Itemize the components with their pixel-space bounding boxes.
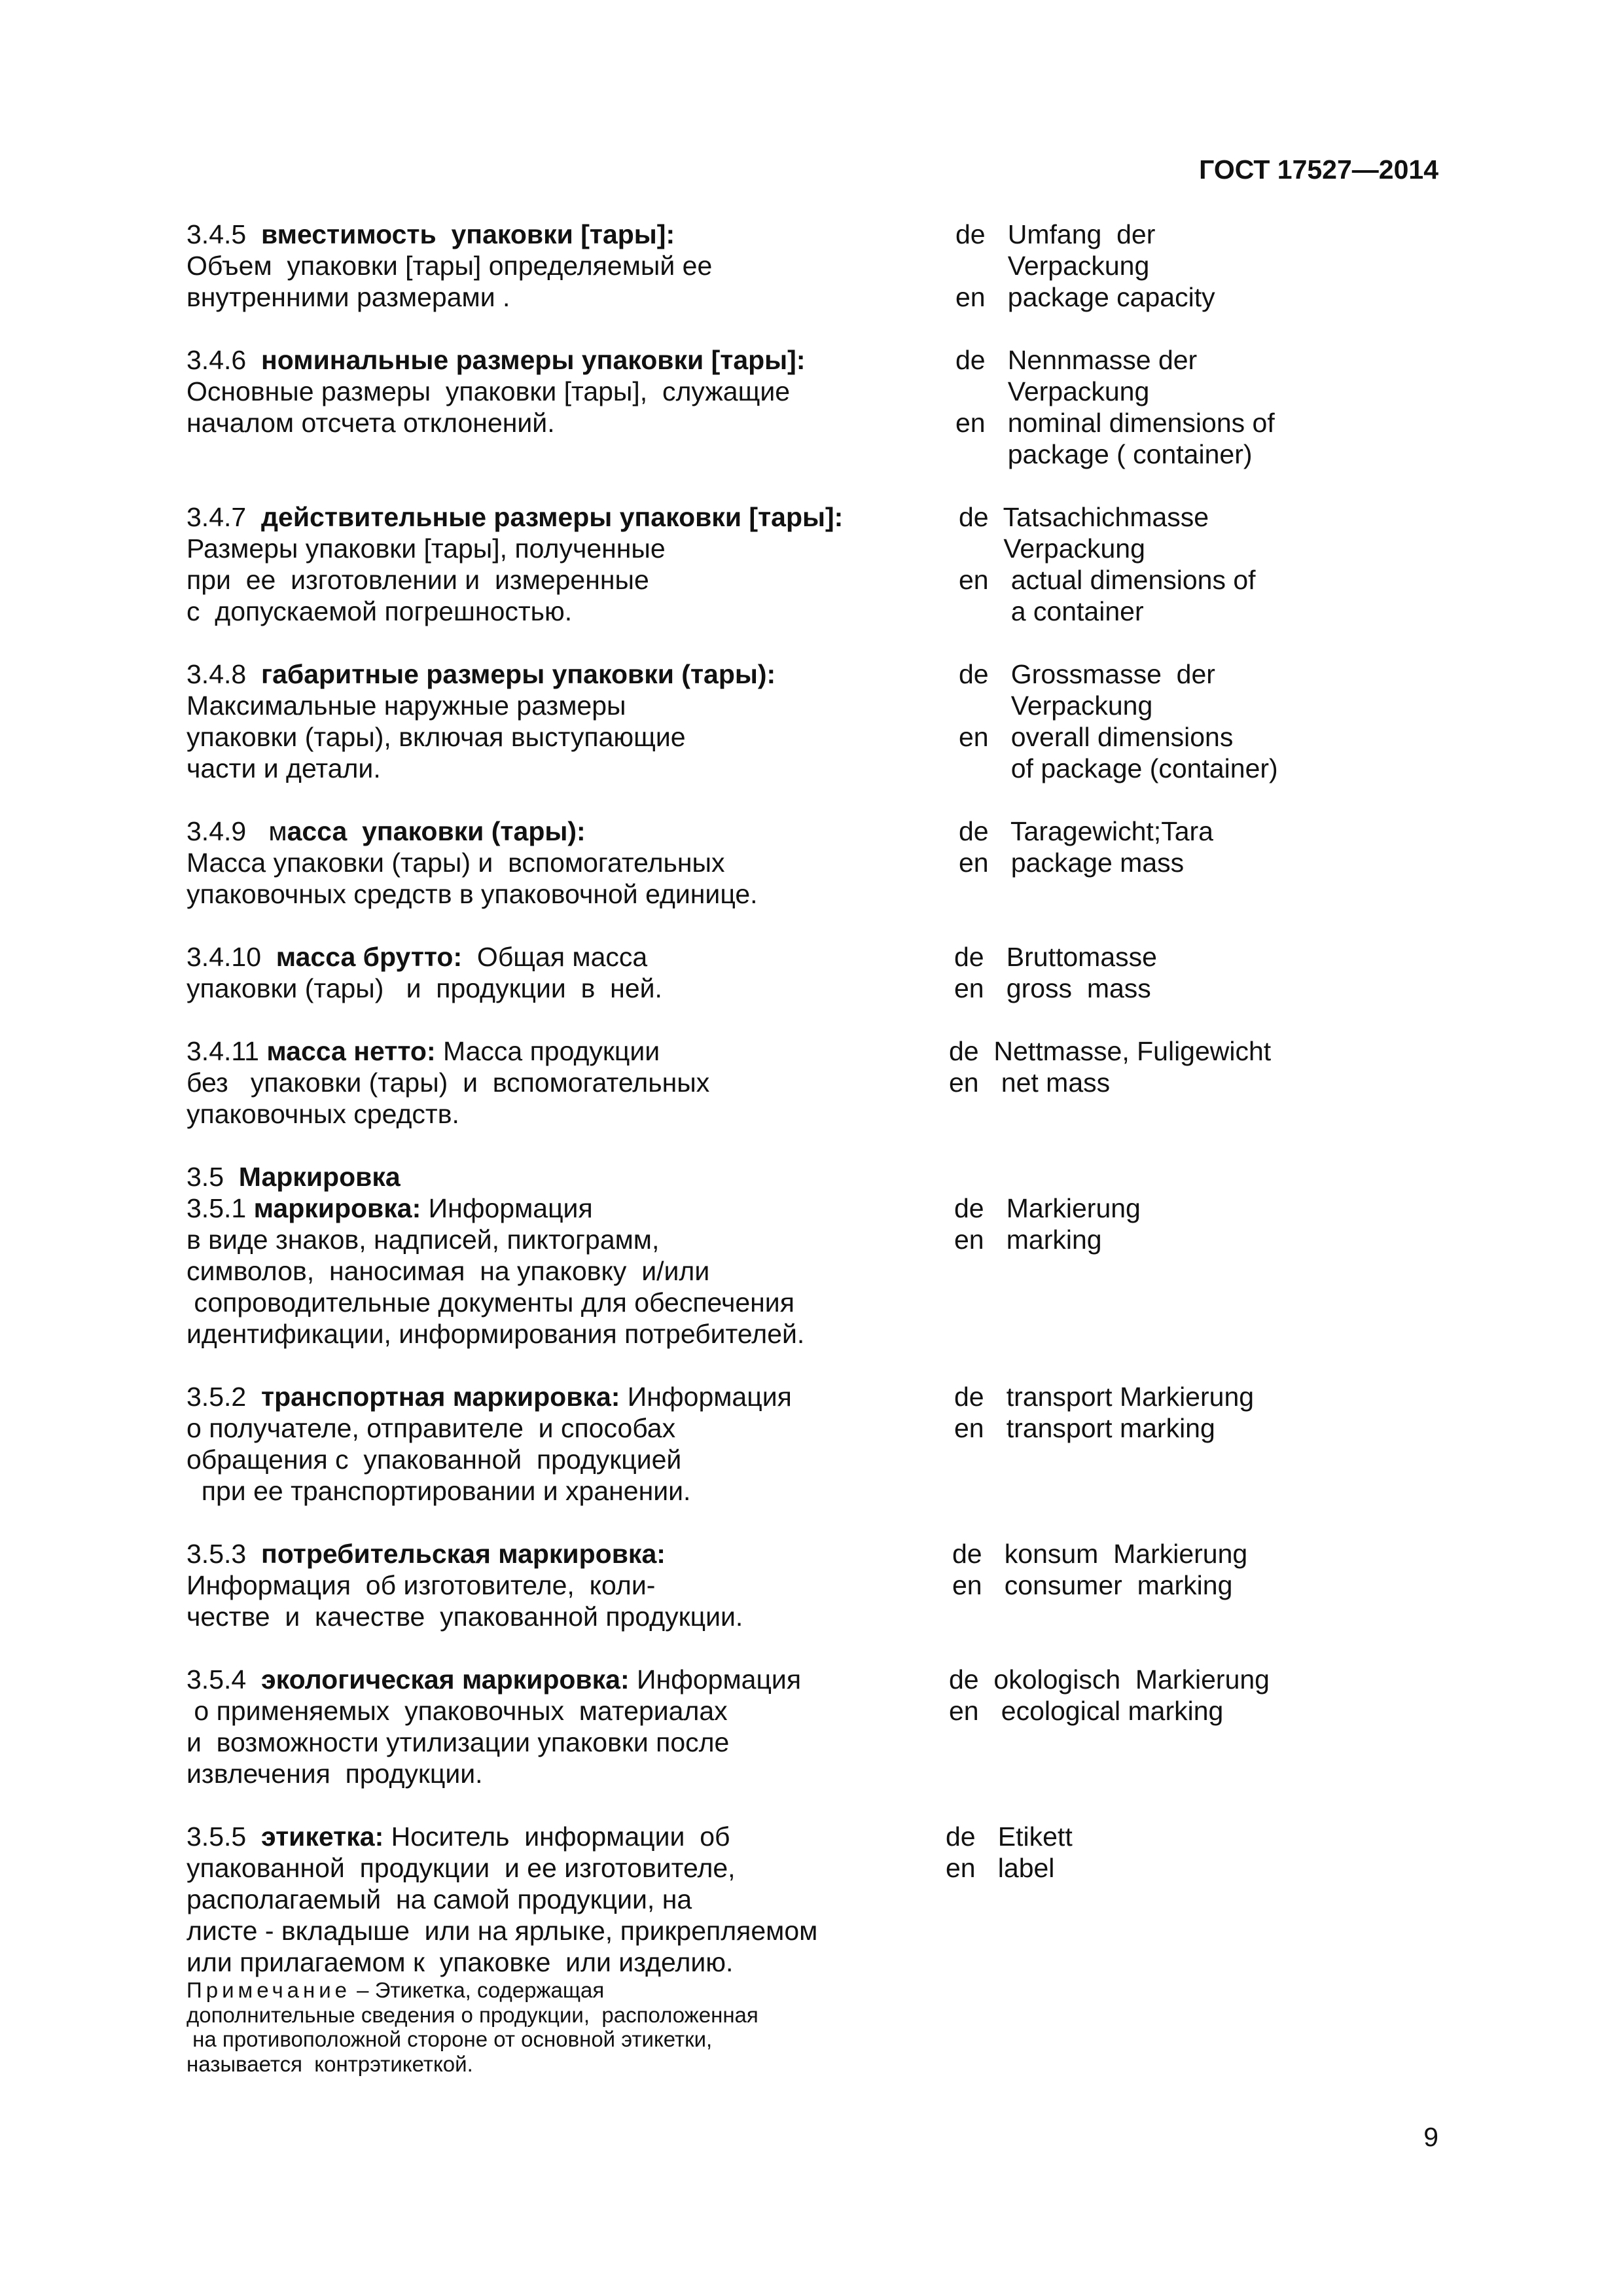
term-de: de Umfang der	[955, 219, 1156, 249]
term-number: 3.5.5	[187, 1821, 247, 1852]
definition-ru	[187, 344, 933, 439]
foreign-equivalents	[955, 219, 1215, 313]
term-title: маркировка:	[253, 1193, 421, 1223]
term-en: package ( container)	[955, 439, 1253, 469]
term-de: Verpackung	[959, 533, 1145, 564]
term-de: de Taragewicht;Tara	[959, 816, 1213, 846]
term-title: действительные размеры упаковки [тары]:	[261, 502, 844, 532]
term-title-prefix: м	[268, 816, 287, 846]
term-en: en ecological marking	[949, 1696, 1224, 1726]
term-en: en transport marking	[954, 1413, 1215, 1443]
term-de: de Nennmasse der	[955, 345, 1198, 375]
definition-line: символов, наносимая на упаковку и/или	[187, 1256, 710, 1286]
definition-line: идентификации, информирования потребителей.	[187, 1319, 805, 1349]
definition-ru	[187, 658, 933, 784]
term-en: en gross mass	[954, 973, 1151, 1003]
definition-line: Информация	[629, 1664, 802, 1695]
term-title: асса упаковки (тары):	[287, 816, 586, 846]
term-en: en overall dimensions	[959, 722, 1234, 752]
definition-line: или прилагаемом к упаковке или изделию.	[187, 1947, 734, 1977]
definition-ru	[187, 501, 933, 627]
definition-line: Масса продукции	[435, 1036, 660, 1066]
foreign-equivalents	[949, 1664, 1270, 1727]
term-de: de okologisch Markierung	[949, 1664, 1270, 1695]
term-de: de konsum Markierung	[952, 1539, 1248, 1569]
definition-line: обращения с упакованной продукцией	[187, 1444, 682, 1475]
term-de: de Markierung	[954, 1193, 1141, 1223]
definition-line: упаковочных средств в упаковочной единице.	[187, 879, 758, 909]
definition-line: в виде знаков, надписей, пиктограмм,	[187, 1225, 660, 1255]
term-de: Verpackung	[955, 376, 1150, 406]
term-title: экологическая маркировка:	[261, 1664, 630, 1695]
note-line: на противоположной стороне от основной этикетки,	[187, 2027, 713, 2051]
note-label: Примечание	[187, 1978, 351, 2002]
foreign-equivalents	[954, 1381, 1254, 1444]
definition-line: упаковки (тары), включая выступающие	[187, 722, 686, 752]
standard-header: ГОСТ 17527—2014	[1199, 154, 1438, 185]
term-title: потребительская маркировка:	[261, 1539, 666, 1569]
note-line: называется контрэтикеткой.	[187, 2051, 473, 2076]
foreign-equivalents	[959, 658, 1278, 784]
definition-line: извлечения продукции.	[187, 1759, 483, 1789]
term-number: 3.4.6	[187, 345, 247, 375]
definition-ru	[187, 1538, 933, 1632]
definition-line: Информация	[421, 1193, 593, 1223]
term-de: de transport Markierung	[954, 1382, 1255, 1412]
definition-line: и возможности утилизации упаковки после	[187, 1727, 730, 1757]
definition-line: о применяемых упаковочных материалах	[187, 1696, 728, 1726]
foreign-equivalents	[952, 1538, 1247, 1601]
term-en: en consumer marking	[952, 1570, 1233, 1600]
definition-line: при ее транспортировании и хранении.	[187, 1476, 691, 1506]
term-number: 3.5.3	[187, 1539, 247, 1569]
foreign-equivalents	[949, 1035, 1271, 1098]
term-de: Verpackung	[959, 691, 1153, 721]
note	[187, 1978, 933, 2076]
term-en: en label	[946, 1853, 1055, 1883]
definition-line: о получателе, отправителе и способах	[187, 1413, 676, 1443]
definition-line: Информация об изготовителе, коли-	[187, 1570, 656, 1600]
section-number: 3.5	[187, 1162, 224, 1192]
term-title: габаритные размеры упаковки (тары):	[261, 659, 776, 689]
term-number: 3.5.2	[187, 1382, 247, 1412]
definition-ru	[187, 1161, 933, 1350]
foreign-equivalents	[959, 816, 1213, 878]
term-number: 3.4.8	[187, 659, 247, 689]
foreign-equivalents	[954, 941, 1157, 1004]
definition-line: внутренними размерами .	[187, 282, 510, 312]
definition-line: упаковочных средств.	[187, 1099, 459, 1129]
term-number: 3.5.4	[187, 1664, 247, 1695]
definition-line: сопроводительные документы для обеспечения	[187, 1287, 794, 1318]
foreign-equivalents	[959, 501, 1256, 627]
term-de: de Tatsachichmasse	[959, 502, 1209, 532]
term-en: en nominal dimensions of	[955, 408, 1275, 438]
term-en: en net mass	[949, 1067, 1111, 1098]
page-number: 9	[1423, 2122, 1438, 2152]
term-de: de Etikett	[946, 1821, 1073, 1852]
note-line: дополнительные сведения о продукции, расположенная	[187, 2002, 758, 2027]
definition-ru	[187, 1381, 933, 1507]
definition-ru	[187, 1035, 933, 1130]
definition-line: началом отсчета отклонений.	[187, 408, 555, 438]
definition-ru	[187, 1821, 933, 2076]
term-en: en package capacity	[955, 282, 1215, 312]
definition-line: честве и качестве упакованной продукции.	[187, 1602, 743, 1632]
term-title: масса брутто:	[276, 942, 463, 972]
term-number: 3.4.9	[187, 816, 247, 846]
definition-line: упакованной продукции и ее изготовителе,	[187, 1853, 736, 1883]
definition-line: Объем упаковки [тары] определяемый ее	[187, 251, 713, 281]
definition-line: Информация	[620, 1382, 792, 1412]
term-title: масса нетто:	[266, 1036, 436, 1066]
foreign-equivalents	[955, 344, 1275, 470]
term-title: транспортная маркировка:	[261, 1382, 620, 1412]
term-de: Verpackung	[955, 251, 1150, 281]
note-line: – Этикетка, содержащая	[351, 1978, 605, 2002]
term-en: en marking	[954, 1225, 1102, 1255]
term-title: вместимость упаковки [тары]:	[261, 219, 675, 249]
term-en: of package (container)	[959, 753, 1278, 783]
definition-line: Размеры упаковки [тары], полученные	[187, 533, 666, 564]
term-en: en package mass	[959, 848, 1185, 878]
term-title: номинальные размеры упаковки [тары]:	[261, 345, 806, 375]
term-number: 3.4.11	[187, 1036, 259, 1066]
definition-ru	[187, 219, 933, 313]
term-de: de Grossmasse der	[959, 659, 1215, 689]
definition-line: листе - вкладыше или на ярлыке, прикрепляемом	[187, 1916, 818, 1946]
definition-line: с допускаемой погрешностью.	[187, 596, 573, 626]
foreign-equivalents	[946, 1821, 1073, 1884]
term-number: 3.5.1	[187, 1193, 247, 1223]
definition-line: Общая масса	[462, 942, 648, 972]
foreign-equivalents	[954, 1193, 1141, 1255]
definition-line: Основные размеры упаковки [тары], служащие	[187, 376, 791, 406]
term-title: этикетка:	[261, 1821, 384, 1852]
definition-ru	[187, 1664, 933, 1789]
definition-line: при ее изготовлении и измеренные	[187, 565, 649, 595]
term-de: de Bruttomasse	[954, 942, 1157, 972]
section-title: Маркировка	[238, 1162, 401, 1192]
term-number: 3.4.7	[187, 502, 247, 532]
definition-line: части и детали.	[187, 753, 381, 783]
definition-line: без упаковки (тары) и вспомогательных	[187, 1067, 710, 1098]
definition-ru	[187, 816, 933, 910]
term-number: 3.4.10	[187, 942, 261, 972]
definition-ru	[187, 941, 933, 1004]
term-de: de Nettmasse, Fuligewicht	[949, 1036, 1272, 1066]
term-en: en actual dimensions of	[959, 565, 1256, 595]
term-number: 3.4.5	[187, 219, 247, 249]
term-en: a container	[959, 596, 1144, 626]
definition-line: Максимальные наружные размеры	[187, 691, 626, 721]
definition-line: располагаемый на самой продукции, на	[187, 1884, 692, 1914]
definition-line: Масса упаковки (тары) и вспомогательных	[187, 848, 725, 878]
definition-line: Носитель информации об	[383, 1821, 730, 1852]
definition-line: упаковки (тары) и продукции в ней.	[187, 973, 662, 1003]
